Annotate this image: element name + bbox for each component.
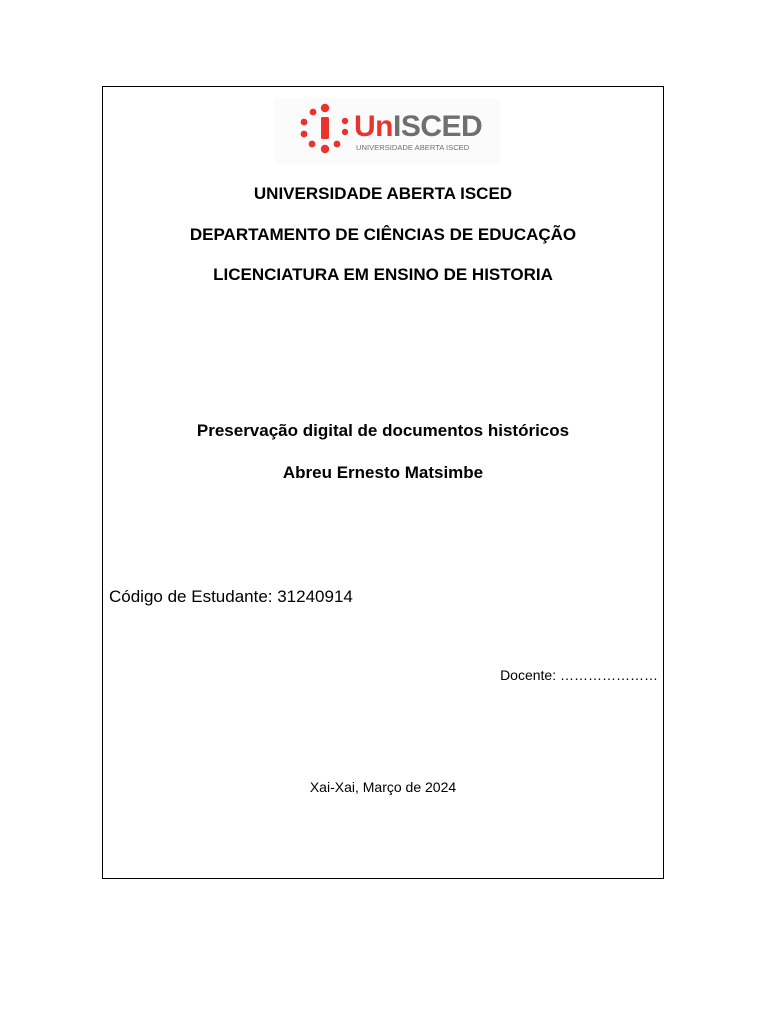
logo-name-red: Un (354, 110, 393, 143)
student-code: Código de Estudante: 31240914 (109, 587, 353, 606)
svg-text:UnISCED (354, 110, 482, 143)
unisced-logo (274, 98, 500, 164)
logo-tagline: UNIVERSIDADE ABERTA ISCED (356, 143, 470, 152)
university-name: UNIVERSIDADE ABERTA ISCED (253, 184, 513, 203)
work-title: Preservação digital de documentos históricos (196, 421, 570, 440)
logo-dots-icon (301, 104, 349, 153)
department-name: DEPARTAMENTO DE CIÊNCIAS DE EDUCAÇÃO (189, 225, 577, 244)
degree-name: LICENCIATURA EM ENSINO DE HISTORIA (213, 265, 553, 284)
place-and-date: Xai-Xai, Março de 2024 (309, 779, 457, 795)
author-name: Abreu Ernesto Matsimbe (282, 463, 484, 482)
logo-name-gray: ISCED (393, 110, 483, 143)
teacher-field: Docente: ………………… (500, 667, 658, 683)
